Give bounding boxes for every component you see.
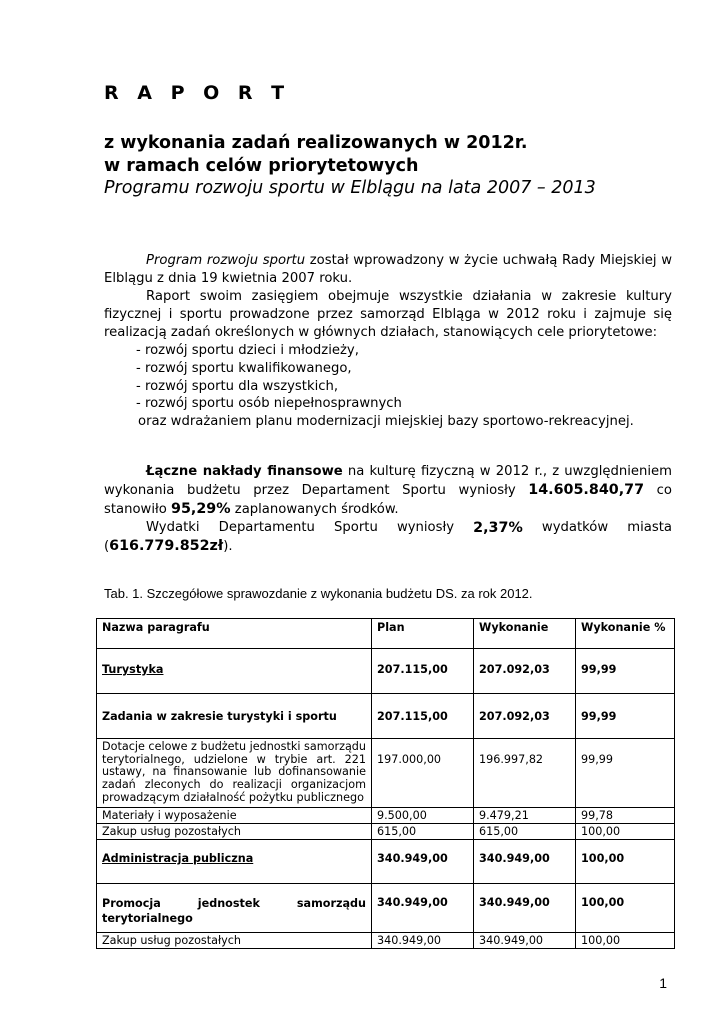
subtitle-line-2: w ramach celów priorytetowych — [104, 156, 419, 176]
intro-paragraph-1-text: został wprowadzony w życie uchwałą Rady Miejskiej w Elblągu z dnia 19 kwietnia 2007 roku. — [104, 253, 672, 286]
cell-execution: 196.997,82 — [474, 739, 576, 808]
cell-percent: 99,78 — [576, 807, 675, 823]
cell-plan: 340.949,00 — [372, 839, 474, 883]
city-total-line — [104, 537, 672, 556]
finance-lead: Łączne nakłady finansowe — [146, 464, 343, 479]
expenses-word-4: wyniosły — [396, 520, 455, 535]
budget-table — [96, 618, 675, 949]
program-name: Program rozwoju sportu — [146, 253, 306, 268]
expenses-word-6: wydatków — [541, 520, 609, 535]
header-execution: Wykonanie — [474, 619, 576, 649]
finance-text-1: na kulturę fizyczną w 2012 r., z uwzględnieniem wykonania budżetu przez Departament Sportu wyniosły — [104, 464, 672, 498]
cell-plan: 615,00 — [372, 823, 474, 839]
table-row — [97, 839, 675, 883]
cell-percent: 100,00 — [576, 932, 675, 948]
intro-paragraph-2 — [104, 288, 672, 431]
cell-name: Zadania w zakresie turystyki i sportu — [97, 694, 372, 739]
cell-name: Materiały i wyposażenie — [97, 807, 372, 823]
table-row — [97, 649, 675, 694]
list-item: - rozwój sportu dzieci i młodzieży, — [136, 343, 359, 358]
page-number: 1 — [659, 975, 667, 991]
cell-percent: 100,00 — [576, 823, 675, 839]
table-caption: Tab. 1. Szczegółowe sprawozdanie z wykonania budżetu DS. za rok 2012. — [104, 586, 533, 601]
table-row — [97, 694, 675, 739]
intro-paragraph-1 — [104, 252, 672, 288]
cell-execution: 340.949,00 — [474, 932, 576, 948]
cell-name: Administracja publiczna — [97, 839, 372, 883]
expenses-word-7: miasta — [627, 520, 672, 535]
cell-percent: 99,99 — [576, 739, 675, 808]
cell-execution: 615,00 — [474, 823, 576, 839]
cell-percent: 99,99 — [576, 649, 675, 694]
cell-plan: 207.115,00 — [372, 694, 474, 739]
finance-summary — [104, 463, 672, 519]
cell-name: Dotacje celowe z budżetu jednostki samorządu terytorialnego, udzielone w trybie art. 221 ustawy, na finansowanie lub dofinansowanie zadań zleconych do realizacji organizacjom prowadzącym działalność pożytku publicznego — [97, 739, 372, 808]
table-row — [97, 739, 675, 808]
priority-goals-list — [104, 342, 672, 413]
paren-close: ). — [223, 539, 233, 554]
scope-text: Raport swoim zasięgiem obejmuje wszystkie działania w zakresie kultury fizycznej i sportu prowadzone przez samorząd Elbląga w 2012 roku i zajmuje się realizacją zadań określonych w głównych działach, stanowiących cele priorytetowe: — [104, 289, 672, 340]
city-total: 616.779.852zł — [109, 538, 224, 554]
cell-percent: 100,00 — [576, 883, 675, 932]
cell-name: Zakup usług pozostałych — [97, 823, 372, 839]
header-execution-percent: Wykonanie % — [576, 619, 675, 649]
cell-execution: 207.092,03 — [474, 694, 576, 739]
cell-name: Zakup usług pozostałych — [97, 932, 372, 948]
header-name: Nazwa paragrafu — [97, 619, 372, 649]
report-subtitle — [104, 132, 664, 178]
finance-text-2: co stanowiło — [104, 483, 672, 517]
cell-execution: 207.092,03 — [474, 649, 576, 694]
paren-open: ( — [104, 539, 110, 554]
subtitle-line-1: z wykonania zadań realizowanych w 2012r. — [104, 133, 528, 153]
table-row — [97, 932, 675, 948]
table-row — [97, 807, 675, 823]
cell-execution: 340.949,00 — [474, 883, 576, 932]
table-row — [97, 823, 675, 839]
cell-plan: 9.500,00 — [372, 807, 474, 823]
cell-name: Turystyka — [97, 649, 372, 694]
cell-percent: 99,99 — [576, 694, 675, 739]
execution-percent: 95,29% — [171, 501, 231, 517]
total-amount: 14.605.840,77 — [528, 482, 645, 498]
cell-plan: 340.949,00 — [372, 932, 474, 948]
list-item: - rozwój sportu kwalifikowanego, — [136, 360, 352, 376]
expenses-share: 2,37% — [473, 520, 523, 536]
cell-name: Promocja jednostek samorządu terytorialnego — [97, 883, 372, 932]
cell-plan: 207.115,00 — [372, 649, 474, 694]
expenses-word-3: Sportu — [334, 520, 378, 535]
expenses-word-2: Departamentu — [218, 520, 315, 535]
expenses-word-1: Wydatki — [146, 520, 200, 535]
table-header-row — [97, 619, 675, 649]
header-plan: Plan — [372, 619, 474, 649]
cell-execution: 9.479,21 — [474, 807, 576, 823]
table-row — [97, 883, 675, 932]
cell-plan: 340.949,00 — [372, 883, 474, 932]
subtitle-program: Programu rozwoju sportu w Elblągu na lata 2007 – 2013 — [104, 178, 596, 198]
finance-paragraph — [104, 463, 672, 556]
expenses-line — [104, 519, 672, 537]
list-item: - rozwój sportu dla wszystkich, — [136, 378, 339, 394]
finance-text-3: zaplanowanych środków. — [230, 502, 399, 517]
cell-execution: 340.949,00 — [474, 839, 576, 883]
report-title: R A P O R T — [104, 82, 291, 104]
cell-plan: 197.000,00 — [372, 739, 474, 808]
closing-text: oraz wdrażaniem planu modernizacji miejskiej bazy sportowo-rekreacyjnej. — [138, 414, 634, 430]
cell-percent: 100,00 — [576, 839, 675, 883]
list-item: - rozwój sportu osób niepełnosprawnych — [136, 396, 402, 412]
